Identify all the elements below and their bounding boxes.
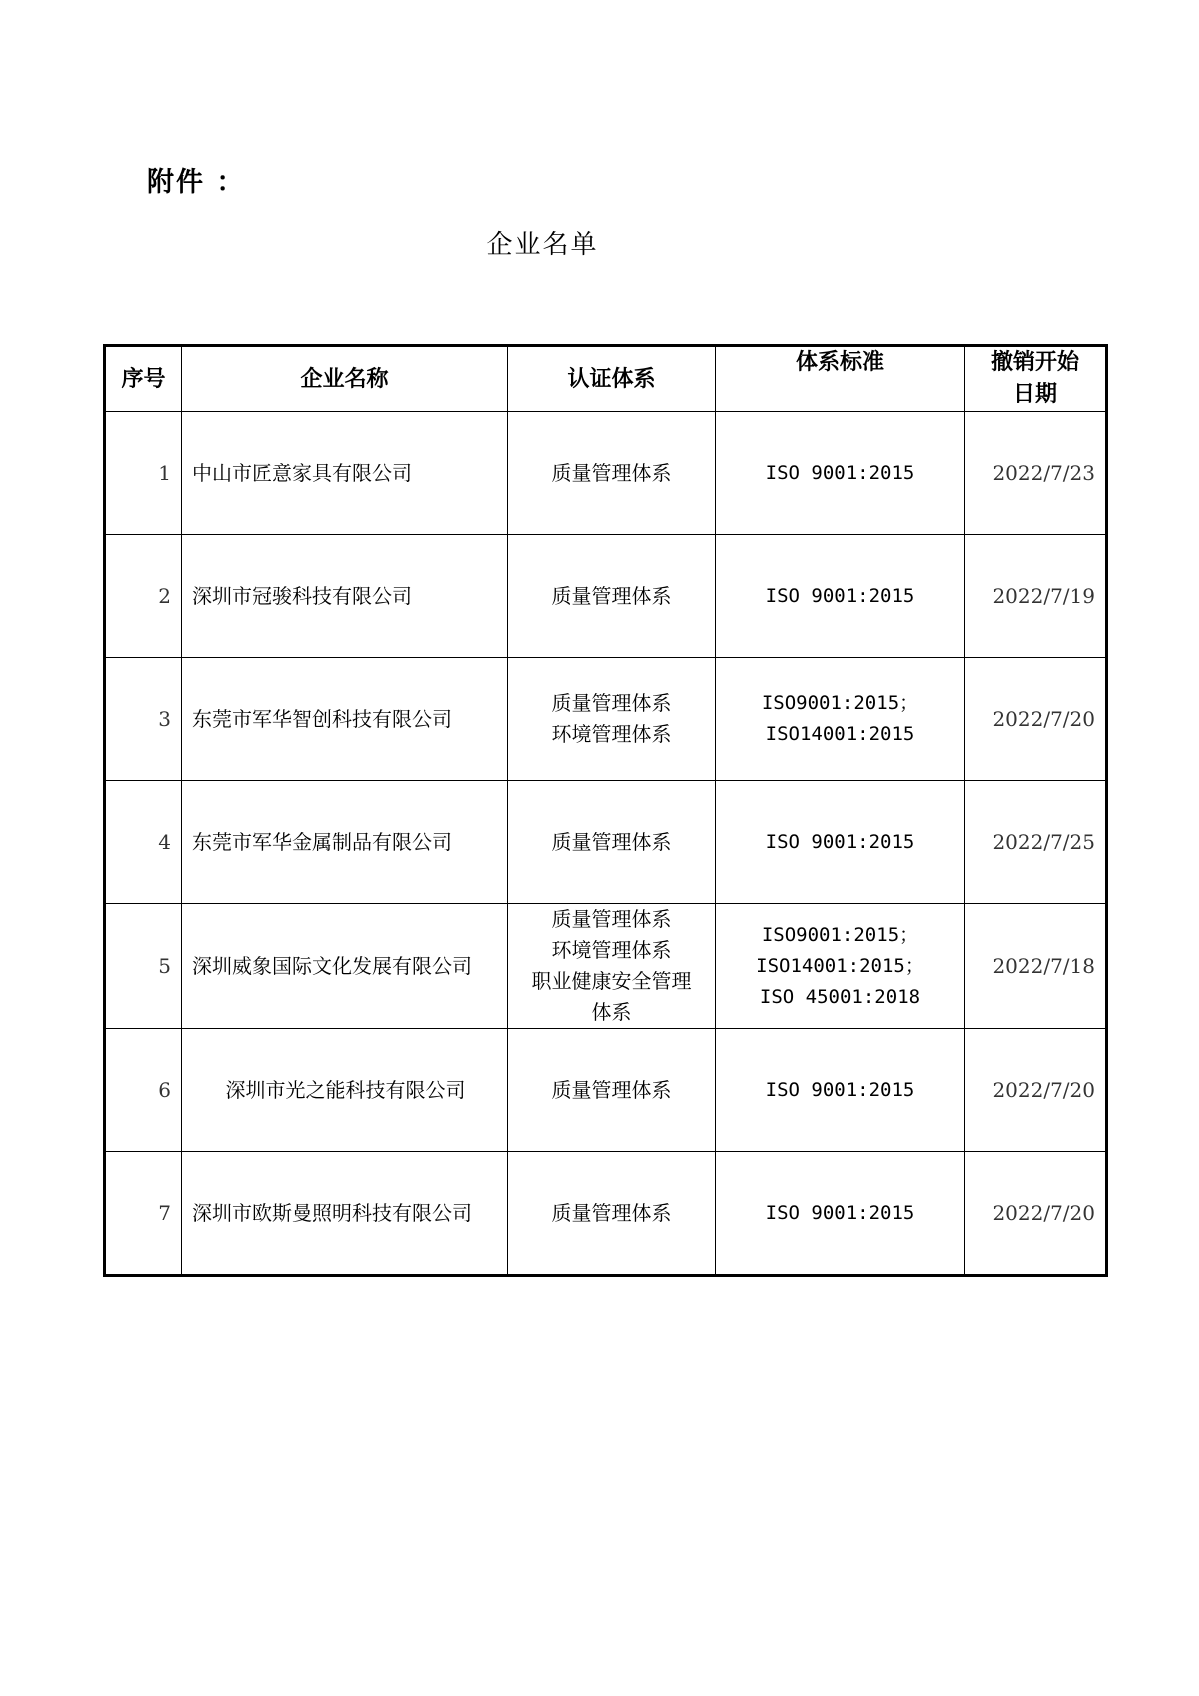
system-line: 质量管理体系: [551, 583, 672, 608]
system-line: 环境管理体系: [551, 938, 672, 962]
table-body: [105, 412, 1107, 1276]
revocation-date: 2022/7/20: [965, 1152, 1107, 1276]
header-system-standard: 体系标准: [716, 346, 965, 412]
certification-system: [508, 781, 716, 904]
company-name: 东莞市军华金属制品有限公司: [182, 781, 508, 904]
revocation-date: 2022/7/20: [965, 658, 1107, 781]
revocation-date: 2022/7/25: [965, 781, 1107, 904]
system-standard: [716, 904, 965, 1029]
standard-line: ISO 9001:2015: [765, 584, 915, 607]
standard-line: ISO 9001:2015: [765, 1078, 915, 1101]
table-row: [105, 535, 1107, 658]
row-index: 6: [105, 1029, 182, 1152]
certification-system: [508, 658, 716, 781]
system-standard: [716, 781, 965, 904]
revocation-date: 2022/7/20: [965, 1029, 1107, 1152]
standard-line: ISO14001:2015；: [756, 954, 924, 977]
header-date-line2: 日期: [1012, 382, 1057, 407]
revocation-date: 2022/7/18: [965, 904, 1107, 1029]
system-line: 体系: [591, 1000, 632, 1024]
system-standard: [716, 1152, 965, 1276]
row-index: 4: [105, 781, 182, 904]
system-standard: [716, 412, 965, 535]
company-name: 东莞市军华智创科技有限公司: [182, 658, 508, 781]
standard-line: ISO 9001:2015: [765, 830, 915, 853]
row-index: 2: [105, 535, 182, 658]
row-index: 5: [105, 904, 182, 1029]
system-line: 职业健康安全管理: [531, 969, 692, 993]
certification-system: [508, 412, 716, 535]
table-row: [105, 1029, 1107, 1152]
header-date-line1: 撤销开始: [990, 350, 1079, 375]
company-name: 深圳市光之能科技有限公司: [182, 1029, 508, 1152]
row-index: 3: [105, 658, 182, 781]
system-line: 质量管理体系: [551, 1200, 672, 1225]
table-row: [105, 658, 1107, 781]
system-standard: [716, 1029, 965, 1152]
row-index: 7: [105, 1152, 182, 1276]
company-name: 深圳市欧斯曼照明科技有限公司: [182, 1152, 508, 1276]
row-index: 1: [105, 412, 182, 535]
system-line: 质量管理体系: [551, 829, 672, 854]
header-index: 序号: [105, 346, 182, 412]
system-line: 质量管理体系: [551, 691, 672, 715]
page-title: 企业名单: [486, 230, 599, 260]
table-row: [105, 1152, 1107, 1276]
system-standard: [716, 535, 965, 658]
certification-system: [508, 1029, 716, 1152]
company-list-table: [103, 344, 1108, 1277]
system-line: 质量管理体系: [551, 907, 672, 931]
standard-line: ISO9001:2015；: [761, 692, 919, 714]
header-row: [105, 346, 1107, 412]
system-standard: [716, 658, 965, 781]
certification-system: [508, 535, 716, 658]
certification-system: [508, 1152, 716, 1276]
revocation-date: 2022/7/23: [965, 412, 1107, 535]
standard-line: ISO 9001:2015: [765, 1201, 915, 1224]
attachment-label: 附件 ：: [147, 167, 246, 198]
company-name: 中山市匠意家具有限公司: [182, 412, 508, 535]
system-line: 质量管理体系: [551, 1077, 672, 1102]
table-row: [105, 412, 1107, 535]
system-line: 质量管理体系: [551, 460, 672, 485]
table-row: [105, 781, 1107, 904]
table-header: [105, 346, 1107, 412]
header-revocation-date: [965, 346, 1107, 412]
certification-system: [508, 904, 716, 1029]
revocation-date: 2022/7/19: [965, 535, 1107, 658]
standard-line: ISO9001:2015；: [761, 923, 919, 946]
company-name: 深圳威象国际文化发展有限公司: [182, 904, 508, 1029]
header-company-name: 企业名称: [182, 346, 508, 412]
standard-line: ISO14001:2015: [765, 723, 915, 745]
standard-line: ISO 45001:2018: [759, 985, 921, 1008]
table-row: [105, 904, 1107, 1029]
standard-line: ISO 9001:2015: [765, 461, 915, 484]
company-name: 深圳市冠骏科技有限公司: [182, 535, 508, 658]
header-certification-system: 认证体系: [508, 346, 716, 412]
system-line: 环境管理体系: [551, 722, 672, 746]
